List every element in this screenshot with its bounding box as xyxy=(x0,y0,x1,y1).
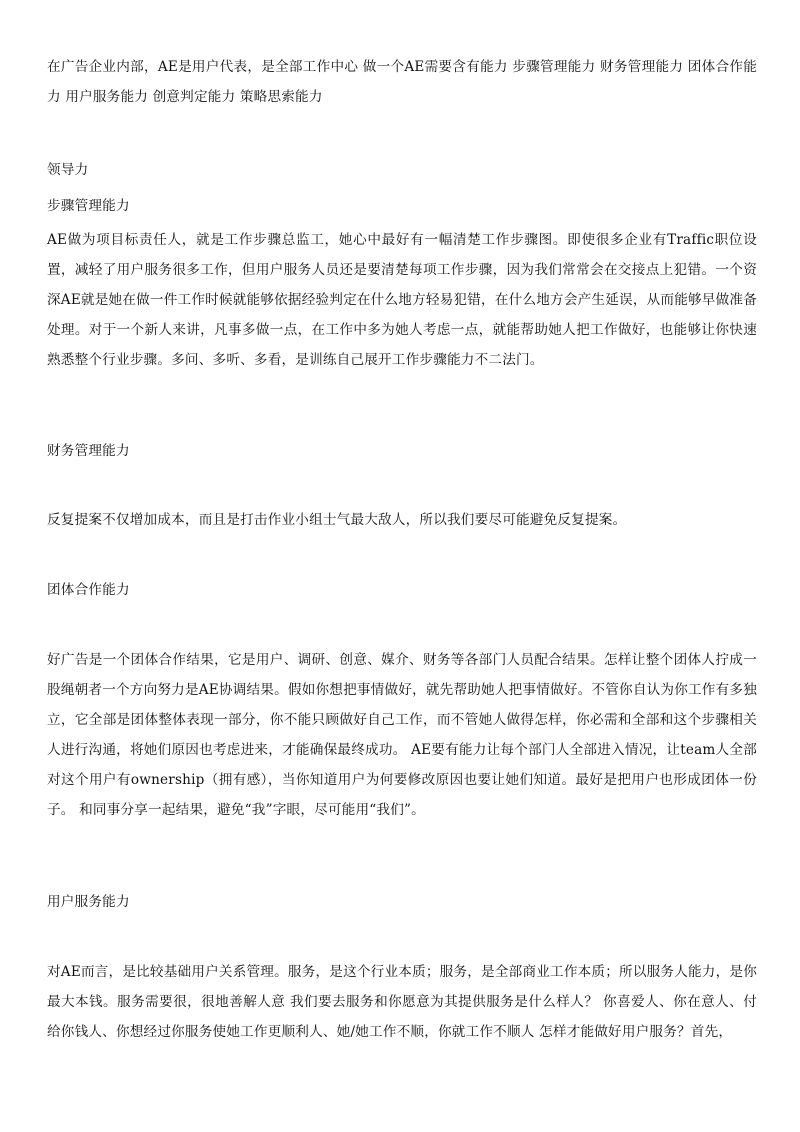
intro-paragraph: 在广告企业内部，AE是用户代表，是全部工作中心 做一个AE需要含有能力 步骤管理能力 财务管理能力 团体合作能力 用户服务能力 创意判定能力 策略思索能力 xyxy=(47,59,757,105)
heading-leadership: 领导力 xyxy=(47,162,89,178)
heading-financial-management: 财务管理能力 xyxy=(47,443,130,459)
heading-process-management: 步骤管理能力 xyxy=(47,198,130,214)
paragraph-financial-management: 反复提案不仅增加成本，而且是打击作业小组士气最大敌人，所以我们要尽可能避免反复提案。 xyxy=(47,512,627,528)
paragraph-process-management: AE做为项目标责任人，就是工作步骤总监工，她心中最好有一幅清楚工作步骤图。即使很多企业有Traffic职位设置，减轻了用户服务很多工作，但用户服务人员还是要清楚每项工作步骤，因为我们常常会在交接点上犯错。一个资深AE就是她在做一件工作时候就能够依据经验判定在什么地方轻易犯错，在什么地方会产生延误，从而能够早做准备处理。对于一个新人来讲，凡事多做一点，在工作中多为她人考虑一点，就能帮助她人把工作做好，也能够让你快速熟悉整个行业步骤。多问、多听、多看，是训练自己展开工作步骤能力不二法门。 xyxy=(47,232,757,368)
paragraph-teamwork: 好广告是一个团体合作结果，它是用户、调研、创意、媒介、财务等各部门人员配合结果。怎样让整个团体人拧成一股绳朝者一个方向努力是AE协调结果。假如你想把事情做好，就先帮助她人把事情做好。不管你自认为你工作有多独立，它全部是团体整体表现一部分，你不能只顾做好自己工作，而不管她人做得怎样，你必需和全部和这个步骤相关人进行沟通，将她们原因也考虑进来，才能确保最终成功。 AE要有能力让每个部门人全部进入情况，让team人全部对这个用户有ownership（拥有感），当你知道用户为何要修改原因也要让她们知道。最好是把用户也形成团体一份子。 和同事分享一起结果，避免“我”字眼，尽可能用“我们”。 xyxy=(47,652,757,818)
paragraph-customer-service: 对AE而言，是比较基础用户关系管理。服务，是这个行业本质；服务，是全部商业工作本质；所以服务人能力，是你最大本钱。服务需要很，很地善解人意 我们要去服务和你愿意为其提供服务是什么样人？ 你喜爱人、你在意人、付给你钱人、你想经过你服务使她工作更顺利人、她/她工作不顺，你就工作不顺人 怎样才能做好用户服务？首先， xyxy=(47,964,757,1040)
heading-customer-service: 用户服务能力 xyxy=(47,894,130,910)
heading-teamwork: 团体合作能力 xyxy=(47,582,130,598)
